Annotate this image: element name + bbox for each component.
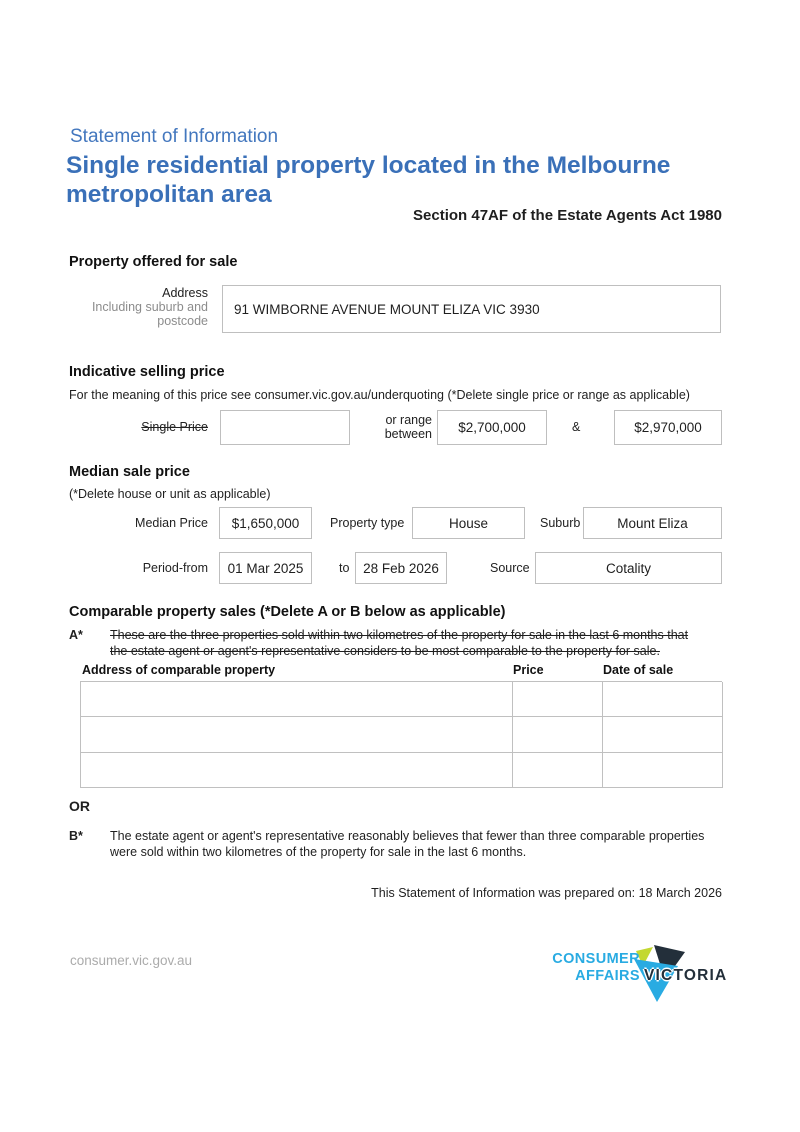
- source-value: Cotality: [605, 560, 651, 576]
- option-b-text: The estate agent or agent's representative reasonably believes that fewer than three comparable properties were sold within two kilometres of the property for sale in the last 6 months.: [110, 829, 705, 859]
- suburb-value: Mount Eliza: [617, 515, 688, 531]
- median-price-value: $1,650,000: [231, 515, 300, 531]
- address-label: Address: [162, 286, 208, 300]
- period-to-value: 28 Feb 2026: [363, 560, 439, 576]
- col-header-date: Date of sale: [603, 663, 674, 677]
- median-price-label: Median Price: [135, 516, 208, 530]
- property-type-value: House: [448, 515, 489, 531]
- address-field: [222, 285, 721, 333]
- single-price-field: [220, 410, 350, 445]
- range-high-field: [614, 410, 722, 445]
- address-value: 91 WIMBORNE AVENUE MOUNT ELIZA VIC 3930: [234, 301, 540, 317]
- document-eyebrow: Statement of Information: [70, 126, 279, 147]
- indicative-note: For the meaning of this price see consumer.vic.gov.au/underquoting (*Delete single price or range as applicable): [69, 388, 690, 402]
- suburb-field: [583, 507, 722, 539]
- table-cell: [81, 682, 513, 717]
- period-to-field: [355, 552, 447, 584]
- range-label: or range between: [384, 413, 432, 441]
- section-reference: Section 47AF of the Estate Agents Act 1980: [413, 207, 722, 224]
- col-header-address: Address of comparable property: [82, 663, 276, 677]
- or-label: OR: [69, 798, 90, 814]
- option-a-label: A*: [69, 628, 83, 642]
- address-sublabel: Including suburb and postcode: [91, 300, 208, 328]
- property-type-label: Property type: [330, 516, 405, 530]
- option-b-label: B*: [69, 829, 83, 843]
- table-cell: [603, 682, 723, 717]
- address-label-block: [70, 286, 208, 328]
- logo-text-victoria: VICTORIA: [644, 967, 728, 984]
- table-cell: [513, 753, 603, 788]
- range-ampersand: &: [572, 420, 581, 434]
- property-type-field: [412, 507, 525, 539]
- table-cell: [81, 753, 513, 788]
- suburb-label: Suburb: [540, 516, 581, 530]
- page-title: Single residential property located in the Melbourne metropolitan area: [66, 152, 671, 208]
- single-price-label: Single Price: [141, 420, 208, 434]
- source-label: Source: [490, 561, 530, 575]
- prepared-on-text: This Statement of Information was prepared on: 18 March 2026: [371, 886, 722, 900]
- heading-indicative-price: Indicative selling price: [69, 364, 225, 380]
- period-from-field: [219, 552, 312, 584]
- source-field: [535, 552, 722, 584]
- median-note: (*Delete house or unit as applicable): [69, 487, 271, 501]
- table-cell: [513, 717, 603, 752]
- comparable-sales-table: [80, 681, 722, 788]
- logo-text-affairs: AFFAIRS: [575, 968, 640, 984]
- heading-property-offered: Property offered for sale: [69, 254, 238, 270]
- option-a-text: These are the three properties sold within two kilometres of the property for sale in the last 6 months that the estate agent or agent's representative considers to be most comparable to the property for sale.: [110, 628, 689, 658]
- table-cell: [513, 682, 603, 717]
- period-from-label: Period-from: [142, 561, 208, 575]
- heading-median-price: Median sale price: [69, 464, 190, 480]
- footer-website-link[interactable]: consumer.vic.gov.au: [70, 953, 193, 968]
- table-cell: [81, 717, 513, 752]
- logo-text-consumer: CONSUMER: [552, 951, 640, 967]
- table-cell: [603, 753, 723, 788]
- range-low-value: $2,700,000: [458, 420, 526, 435]
- col-header-price: Price: [513, 663, 544, 677]
- range-high-value: $2,970,000: [634, 420, 702, 435]
- period-from-value: 01 Mar 2025: [227, 560, 304, 576]
- to-label: to: [339, 561, 350, 575]
- median-price-field: [219, 507, 312, 539]
- consumer-affairs-victoria-logo: [548, 942, 728, 1004]
- table-cell: [603, 717, 723, 752]
- heading-comparable-sales: Comparable property sales (*Delete A or B below as applicable): [69, 604, 506, 620]
- range-low-field: [437, 410, 547, 445]
